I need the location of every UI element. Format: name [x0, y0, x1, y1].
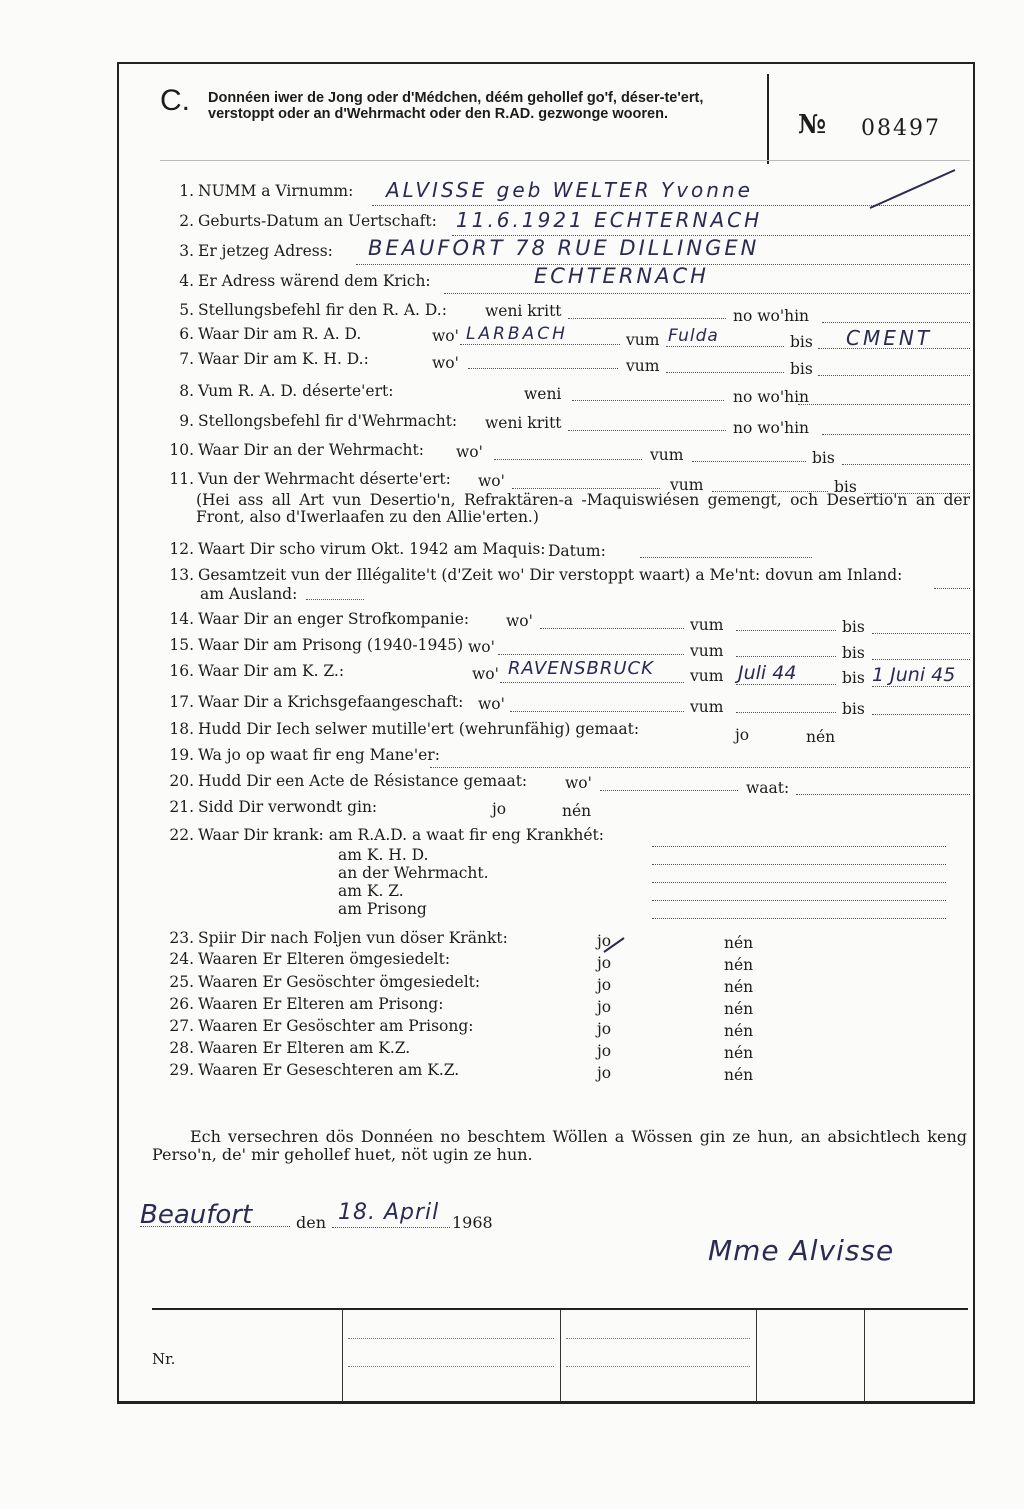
rad-from[interactable]: Fulda: [668, 326, 719, 346]
item-27: 27. Waaren Er Gesöschter am Prisong:: [169, 1017, 474, 1035]
item-14: 14. Waar Dir an enger Strofkompanie:: [169, 610, 470, 628]
form-number: 08497: [861, 116, 941, 141]
signing-place[interactable]: Beaufort: [140, 1200, 253, 1230]
kz-from[interactable]: Juli 44: [738, 662, 797, 684]
item-11-note: (Hei ass all Art vun Desertio'n, Refraktären-a -Maquiswiésen gemengt, och Desertio'n an der Front, also d'Iwerlaafen zu den Allie'erten.): [196, 491, 970, 526]
item-16: 16. Waar Dir am K. Z.:: [169, 662, 345, 680]
item-26: 26. Waaren Er Elteren am Prisong:: [169, 995, 444, 1013]
item-20: 20. Hudd Dir een Acte de Résistance gemaat:: [169, 772, 528, 790]
item-10: 10. Waar Dir an der Wehrmacht:: [169, 441, 424, 459]
declaration: Ech versechren dös Donnéen no beschtem Wöllen a Wössen gin ze hun, an absichtlech keng Perso'n, de' mir gehollef huet, nöt ugin ze hun.: [152, 1127, 967, 1164]
number-label: №: [798, 110, 827, 140]
signing-date[interactable]: 18. April: [338, 1200, 440, 1225]
option-yes[interactable]: jo: [735, 726, 750, 744]
item-15: 15. Waar Dir am Prisong (1940-1945): [169, 636, 464, 654]
item-7: 7. Waar Dir am K. H. D.:: [179, 350, 369, 368]
item-12: 12. Waart Dir scho virum Okt. 1942 am Maquis:: [169, 540, 546, 558]
field-war-address[interactable]: ECHTERNACH: [534, 264, 709, 288]
section-title: Donnéen iwer de Jong oder d'Médchen, déém gehollef go'f, déser-te'ert, verstoppt oder an d'Wehrmacht oder den R.AD. gezwonge wooren.: [208, 90, 704, 122]
item-5: 5. Stellungsbefehl fir den R. A. D.:: [179, 301, 447, 319]
item-9: 9. Stellongsbefehl fir d'Wehrmacht:: [179, 412, 458, 430]
kz-to[interactable]: 1 Juni 45: [872, 664, 956, 686]
item-22: 22. Waar Dir krank: am R.A.D. a waat fir eng Krankhét:: [169, 826, 604, 844]
item-2: 2. Geburts-Datum an Uertschaft:: [179, 212, 437, 230]
year: 1968: [452, 1213, 493, 1232]
item-25: 25. Waaren Er Gesöschter ömgesiedelt:: [169, 973, 481, 991]
item-21: 21. Sidd Dir verwondt gin:: [169, 798, 378, 816]
footer-nr: Nr.: [152, 1350, 176, 1368]
item-4: 4. Er Adress wärend dem Krich:: [179, 272, 431, 290]
kz-where[interactable]: RAVENSBRUCK: [508, 658, 654, 679]
item-6: 6. Waar Dir am R. A. D.: [179, 325, 362, 343]
item-29: 29. Waaren Er Geseschteren am K.Z.: [169, 1061, 460, 1079]
item-8: 8. Vum R. A. D. déserte'ert:: [179, 382, 394, 400]
item-17: 17. Waar Dir a Krichsgefaangeschaft:: [169, 693, 464, 711]
item-18: 18. Hudd Dir Iech selwer mutille'ert (wehrunfähig) gemaat:: [169, 720, 640, 738]
item-3: 3. Er jetzeg Adress:: [179, 242, 333, 260]
item-13: 13. Gesamtzeit vun der Illégalite't (d'Zeit wo' Dir verstoppt waart) a Me'nt: dovun am Inland:: [169, 566, 903, 584]
option-no[interactable]: nén: [806, 728, 836, 746]
field-address[interactable]: BEAUFORT 78 RUE DILLINGEN: [368, 236, 760, 260]
section-letter: C.: [160, 84, 190, 117]
item-28: 28. Waaren Er Elteren am K.Z.: [169, 1039, 411, 1057]
item-23: 23. Spiir Dir nach Foljen vun döser Kränkt:: [169, 929, 508, 947]
field-birth[interactable]: 11.6.1921 ECHTERNACH: [456, 208, 763, 232]
field-name[interactable]: ALVISSE geb WELTER Yvonne: [386, 178, 753, 202]
rad-to[interactable]: CMENT: [846, 326, 933, 350]
rad-where[interactable]: LARBACH: [466, 324, 568, 344]
item-11: 11. Vun der Wehrmacht déserte'ert:: [169, 470, 451, 488]
item-24: 24. Waaren Er Elteren ömgesiedelt:: [169, 950, 451, 968]
signature: Mme Alvisse: [708, 1234, 895, 1267]
item-1: 1. NUMM a Virnumm:: [179, 182, 354, 200]
item-19: 19. Wa jo op waat fir eng Mane'er:: [169, 746, 440, 764]
